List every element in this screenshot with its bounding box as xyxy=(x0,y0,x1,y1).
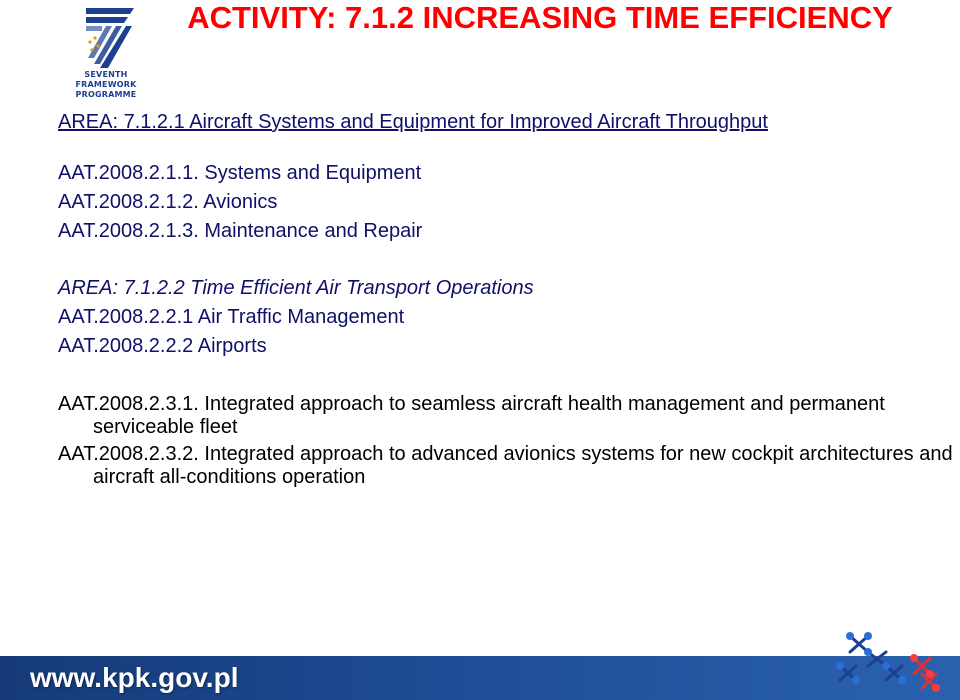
area-1-item-3: AAT.2008.2.1.3. Maintenance and Repair xyxy=(58,220,423,242)
area-1-item-1: AAT.2008.2.1.1. Systems and Equipment xyxy=(58,162,422,184)
network-nodes-icon xyxy=(826,622,956,700)
area-2-item-2: AAT.2008.2.2.2 Airports xyxy=(58,335,267,357)
area-2-heading: AREA: 7.1.2.2 Time Efficient Air Transport Operations xyxy=(58,277,534,299)
area-3-item-2: AAT.2008.2.3.2. Integrated approach to advanced avionics systems for new cockpit architectures and aircraft all-conditions operation xyxy=(58,443,953,488)
area-1-item-2: AAT.2008.2.1.2. Avionics xyxy=(58,191,278,213)
area-3-item-1: AAT.2008.2.3.1. Integrated approach to seamless aircraft health management and permanent serviceable fleet xyxy=(58,393,885,438)
logo-caption-line2: PROGRAMME xyxy=(75,90,137,99)
page-title: ACTIVITY: 7.1.2 INCREASING TIME EFFICIENCY xyxy=(187,0,893,35)
logo-caption-line1: SEVENTH FRAMEWORK xyxy=(75,70,137,89)
footer-url[interactable]: www.kpk.gov.pl xyxy=(30,662,239,693)
logo-caption xyxy=(56,70,156,100)
fp7-logo-icon xyxy=(56,2,156,74)
footer-bar xyxy=(0,656,960,700)
area-1-heading: AREA: 7.1.2.1 Aircraft Systems and Equipment for Improved Aircraft Throughput xyxy=(58,111,768,133)
area-2-item-1: AAT.2008.2.2.1 Air Traffic Management xyxy=(58,306,405,328)
